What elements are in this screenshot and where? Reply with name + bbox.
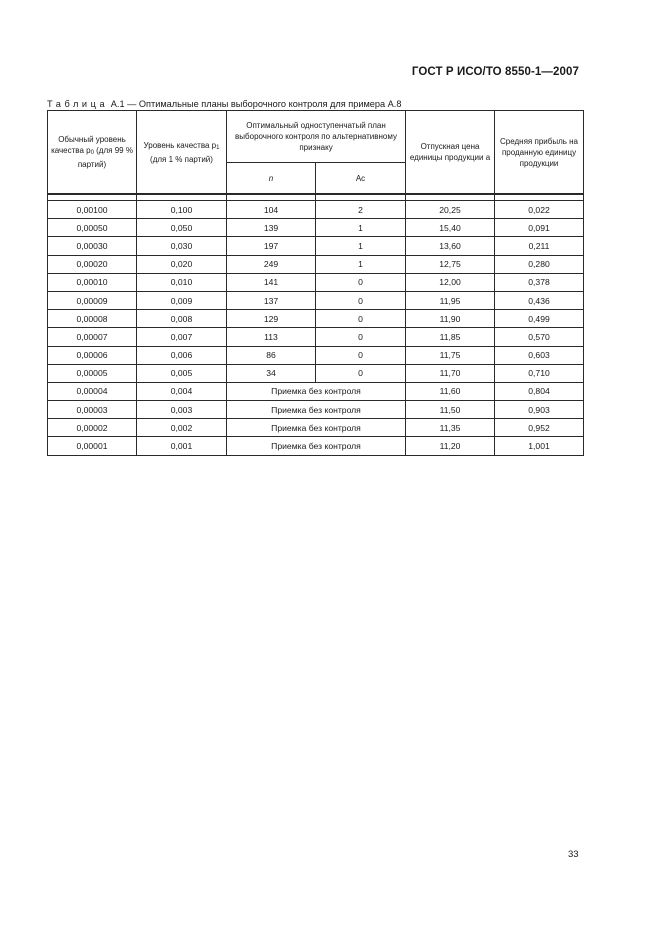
cell-profit: 0,570 <box>495 328 584 346</box>
cell-profit: 0,211 <box>495 237 584 255</box>
cell-p0: 0,00002 <box>48 419 137 437</box>
cell-p0: 0,00004 <box>48 382 137 400</box>
header-col2-sub: 1 <box>216 144 220 151</box>
cell-profit: 0,378 <box>495 273 584 291</box>
cell-merged: Приемка без контроля <box>227 401 406 419</box>
cell-price: 15,40 <box>406 219 495 237</box>
cell-n: 139 <box>227 219 316 237</box>
cell-p0: 0,00009 <box>48 291 137 309</box>
document-header: ГОСТ Р ИСО/ТО 8550-1—2007 <box>411 66 579 78</box>
cell-price: 11,90 <box>406 310 495 328</box>
cell-p0: 0,00001 <box>48 437 137 455</box>
header-selling-price: Отпускная цена единицы продукции a <box>406 111 495 195</box>
table-row <box>48 201 584 219</box>
cell-profit: 0,903 <box>495 401 584 419</box>
cell-p1: 0,050 <box>137 219 227 237</box>
cell-profit: 0,952 <box>495 419 584 437</box>
header-col1-text: Обычный уровень качества p <box>51 135 126 155</box>
cell-price: 11,20 <box>406 437 495 455</box>
table-row <box>48 382 584 400</box>
cell-ac: 0 <box>316 346 406 364</box>
cell-profit: 0,710 <box>495 364 584 382</box>
cell-ac: 2 <box>316 201 406 219</box>
table-row <box>48 437 584 455</box>
cell-p0: 0,00100 <box>48 201 137 219</box>
cell-p1: 0,009 <box>137 291 227 309</box>
cell-p0: 0,00007 <box>48 328 137 346</box>
cell-ac: 1 <box>316 237 406 255</box>
cell-p0: 0,00020 <box>48 255 137 273</box>
table-row <box>48 219 584 237</box>
cell-p1: 0,006 <box>137 346 227 364</box>
header-col2-tail: (для 1 % партий) <box>150 154 213 164</box>
cell-p1: 0,003 <box>137 401 227 419</box>
table-row <box>48 364 584 382</box>
table-row <box>48 273 584 291</box>
table-row <box>48 310 584 328</box>
cell-price: 13,60 <box>406 237 495 255</box>
cell-n: 141 <box>227 273 316 291</box>
header-acceptance-number: Ac <box>316 163 406 195</box>
caption-text: А.1 — Оптимальные планы выборочного контроля для примера А.8 <box>110 99 402 109</box>
cell-p1: 0,100 <box>137 201 227 219</box>
header-optimal-plan: Оптимальный одноступенчатый план выборочного контроля по альтернативному признаку <box>227 111 406 163</box>
caption-lead: Таблица <box>47 99 109 109</box>
cell-price: 20,25 <box>406 201 495 219</box>
cell-price: 11,75 <box>406 346 495 364</box>
cell-p0: 0,00003 <box>48 401 137 419</box>
cell-profit: 0,022 <box>495 201 584 219</box>
cell-merged: Приемка без контроля <box>227 382 406 400</box>
cell-p0: 0,00010 <box>48 273 137 291</box>
cell-price: 11,95 <box>406 291 495 309</box>
cell-n: 86 <box>227 346 316 364</box>
cell-ac: 0 <box>316 273 406 291</box>
header-col2-text: Уровень качества p <box>143 140 217 150</box>
cell-p0: 0,00006 <box>48 346 137 364</box>
cell-profit: 0,499 <box>495 310 584 328</box>
cell-merged: Приемка без контроля <box>227 437 406 455</box>
cell-ac: 0 <box>316 328 406 346</box>
header-col1-sub: 0 <box>90 150 94 156</box>
cell-price: 11,60 <box>406 382 495 400</box>
cell-n: 249 <box>227 255 316 273</box>
cell-price: 11,35 <box>406 419 495 437</box>
table-row <box>48 401 584 419</box>
table-row <box>48 419 584 437</box>
cell-p1: 0,002 <box>137 419 227 437</box>
cell-ac: 1 <box>316 255 406 273</box>
page-number: 33 <box>568 849 579 860</box>
cell-price: 11,70 <box>406 364 495 382</box>
cell-n: 129 <box>227 310 316 328</box>
cell-p1: 0,001 <box>137 437 227 455</box>
cell-price: 11,50 <box>406 401 495 419</box>
cell-n: 113 <box>227 328 316 346</box>
cell-profit: 1,001 <box>495 437 584 455</box>
header-quality-level <box>137 111 227 195</box>
cell-price: 12,00 <box>406 273 495 291</box>
cell-ac: 0 <box>316 310 406 328</box>
cell-p1: 0,007 <box>137 328 227 346</box>
cell-profit: 0,804 <box>495 382 584 400</box>
table-caption <box>47 99 401 109</box>
cell-p1: 0,004 <box>137 382 227 400</box>
table-row <box>48 255 584 273</box>
table-row <box>48 346 584 364</box>
cell-n: 137 <box>227 291 316 309</box>
cell-p1: 0,005 <box>137 364 227 382</box>
cell-profit: 0,280 <box>495 255 584 273</box>
sampling-plans-table <box>47 110 584 456</box>
cell-price: 11,85 <box>406 328 495 346</box>
header-sample-size: n <box>227 163 316 195</box>
cell-p0: 0,00008 <box>48 310 137 328</box>
cell-p1: 0,010 <box>137 273 227 291</box>
cell-p0: 0,00050 <box>48 219 137 237</box>
cell-merged: Приемка без контроля <box>227 419 406 437</box>
cell-n: 104 <box>227 201 316 219</box>
cell-ac: 0 <box>316 364 406 382</box>
header-normal-quality-level <box>48 111 137 195</box>
cell-n: 34 <box>227 364 316 382</box>
cell-p1: 0,008 <box>137 310 227 328</box>
cell-profit: 0,436 <box>495 291 584 309</box>
header-average-profit: Средняя прибыль на проданную единицу продукции <box>495 111 584 195</box>
cell-profit: 0,091 <box>495 219 584 237</box>
header-col1-tail: (для 99 % партий) <box>77 146 133 169</box>
table-row <box>48 328 584 346</box>
cell-p0: 0,00030 <box>48 237 137 255</box>
cell-price: 12,75 <box>406 255 495 273</box>
cell-profit: 0,603 <box>495 346 584 364</box>
table-row <box>48 237 584 255</box>
cell-p1: 0,020 <box>137 255 227 273</box>
table-row <box>48 291 584 309</box>
cell-n: 197 <box>227 237 316 255</box>
cell-ac: 0 <box>316 291 406 309</box>
cell-p0: 0,00005 <box>48 364 137 382</box>
cell-p1: 0,030 <box>137 237 227 255</box>
cell-ac: 1 <box>316 219 406 237</box>
